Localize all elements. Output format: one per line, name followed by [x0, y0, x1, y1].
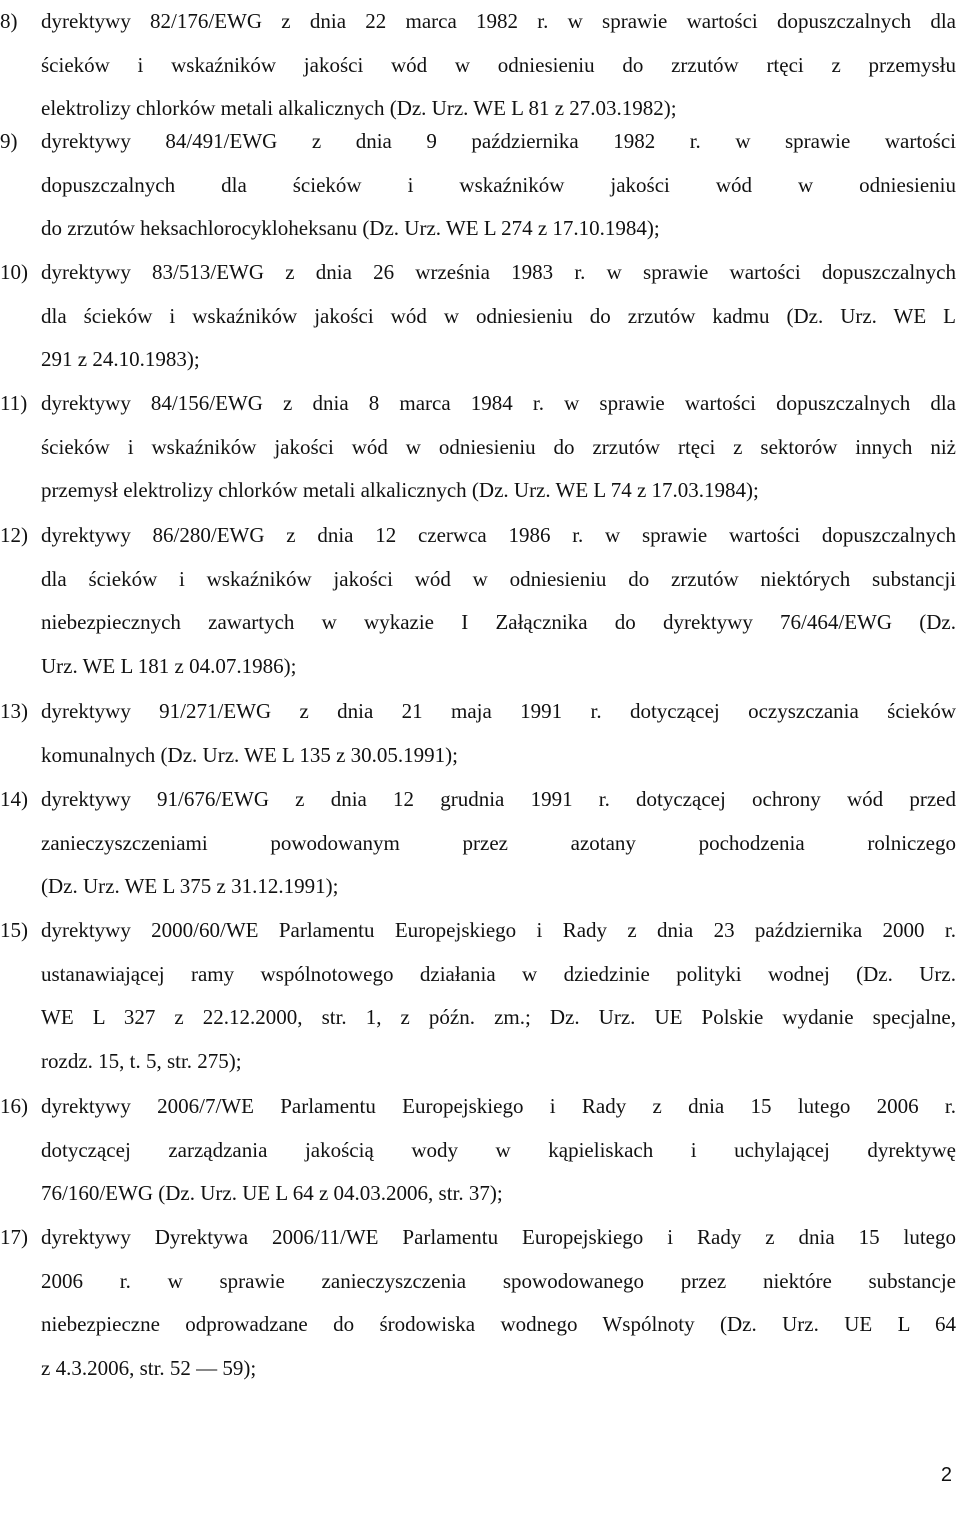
text-line: 76/160/EWG (Dz. Urz. UE L 64 z 04.03.2006, str. 37);	[41, 1181, 503, 1205]
text-line: (Dz. Urz. WE L 375 z 31.12.1991);	[41, 874, 339, 898]
text-line: dyrektywy Dyrektywa 2006/11/WE Parlamentu Europejskiego i Rady z dnia 15 lutego	[41, 1225, 956, 1249]
text-line: 291 z 24.10.1983);	[41, 347, 200, 371]
text-line: dyrektywy 84/156/EWG z dnia 8 marca 1984 r. w sprawie wartości dopuszczalnych dla	[41, 391, 956, 415]
page-number: 2	[940, 1464, 952, 1486]
text-line: elektrolizy chlorków metali alkalicznych (Dz. Urz. WE L 81 z 27.03.1982);	[41, 96, 677, 120]
text-line: dopuszczalnych dla ścieków i wskaźników jakości wód w odniesieniu	[41, 172, 956, 197]
text-line: dla ścieków i wskaźników jakości wód w odniesieniu do zrzutów niektórych substancji	[41, 566, 956, 591]
list-item-text	[41, 120, 956, 251]
list-item-number: 15)	[0, 918, 28, 942]
list-item-number: 14)	[0, 787, 28, 811]
list-item-text	[41, 382, 956, 513]
list-item-number: 12)	[0, 523, 28, 547]
text-line: dotyczącej zarządzania jakością wody w kąpieliskach i uchylającej dyrektywę	[41, 1137, 956, 1162]
list-item-number: 9)	[0, 129, 18, 153]
text-line: ścieków i wskaźników jakości wód w odniesieniu do zrzutów rtęci z sektorów innych niż	[41, 434, 956, 459]
list-item-text	[41, 690, 956, 777]
text-line: dyrektywy 84/491/EWG z dnia 9 października 1982 r. w sprawie wartości	[41, 129, 956, 153]
text-line: zanieczyszczeniami powodowanym przez azotany pochodzenia rolniczego	[41, 830, 956, 855]
text-line: do zrzutów heksachlorocykloheksanu (Dz. Urz. WE L 274 z 17.10.1984);	[41, 216, 660, 240]
list-item-text	[41, 0, 956, 131]
text-line: dla ścieków i wskaźników jakości wód w odniesieniu do zrzutów kadmu (Dz. Urz. WE L	[41, 303, 956, 328]
list-item-number: 17)	[0, 1225, 28, 1249]
text-line: ścieków i wskaźników jakości wód w odniesieniu do zrzutów rtęci z przemysłu	[41, 52, 956, 77]
list-item-number: 8)	[0, 9, 18, 33]
text-line: niebezpieczne odprowadzane do środowiska wodnego Wspólnoty (Dz. Urz. UE L 64	[41, 1312, 956, 1336]
text-line: z 4.3.2006, str. 52 — 59);	[41, 1355, 257, 1380]
text-line: dyrektywy 2006/7/WE Parlamentu Europejskiego i Rady z dnia 15 lutego 2006 r.	[41, 1094, 956, 1118]
text-line: komunalnych (Dz. Urz. WE L 135 z 30.05.1991);	[41, 742, 458, 767]
list-item-number: 11)	[0, 391, 28, 415]
text-line: przemysł elektrolizy chlorków metali alkalicznych (Dz. Urz. WE L 74 z 17.03.1984);	[41, 478, 759, 502]
list-item-text	[41, 251, 956, 382]
list-item-text	[41, 1085, 956, 1216]
list-item-number: 16)	[0, 1094, 28, 1118]
list-item-text	[41, 778, 956, 909]
text-line: 2006 r. w sprawie zanieczyszczenia spowodowanego przez niektóre substancje	[41, 1268, 956, 1293]
list-item-number: 10)	[0, 260, 28, 284]
text-line: ustanawiającej ramy wspólnotowego działania w dziedzinie polityki wodnej (Dz. Urz.	[41, 961, 956, 986]
list-item-number: 13)	[0, 699, 28, 723]
text-line: rozdz. 15, t. 5, str. 275);	[41, 1048, 242, 1073]
list-item-text	[41, 1216, 956, 1390]
text-line: niebezpiecznych zawartych w wykazie I Załącznika do dyrektywy 76/464/EWG (Dz.	[41, 610, 956, 634]
text-line: dyrektywy 83/513/EWG z dnia 26 września 1983 r. w sprawie wartości dopuszczalnych	[41, 260, 956, 284]
text-line: Urz. WE L 181 z 04.07.1986);	[41, 653, 297, 678]
text-line: dyrektywy 91/676/EWG z dnia 12 grudnia 1991 r. dotyczącej ochrony wód przed	[41, 787, 956, 811]
text-line: dyrektywy 86/280/EWG z dnia 12 czerwca 1986 r. w sprawie wartości dopuszczalnych	[41, 523, 956, 547]
list-item-text	[41, 514, 956, 688]
text-line: dyrektywy 91/271/EWG z dnia 21 maja 1991 r. dotyczącej oczyszczania ścieków	[41, 699, 956, 723]
list-item-text	[41, 909, 956, 1083]
text-line: dyrektywy 82/176/EWG z dnia 22 marca 1982 r. w sprawie wartości dopuszczalnych dla	[41, 9, 956, 33]
text-line: dyrektywy 2000/60/WE Parlamentu Europejskiego i Rady z dnia 23 października 2000 r.	[41, 918, 956, 942]
text-line: WE L 327 z 22.12.2000, str. 1, z późn. zm.; Dz. Urz. UE Polskie wydanie specjalne,	[41, 1005, 956, 1029]
